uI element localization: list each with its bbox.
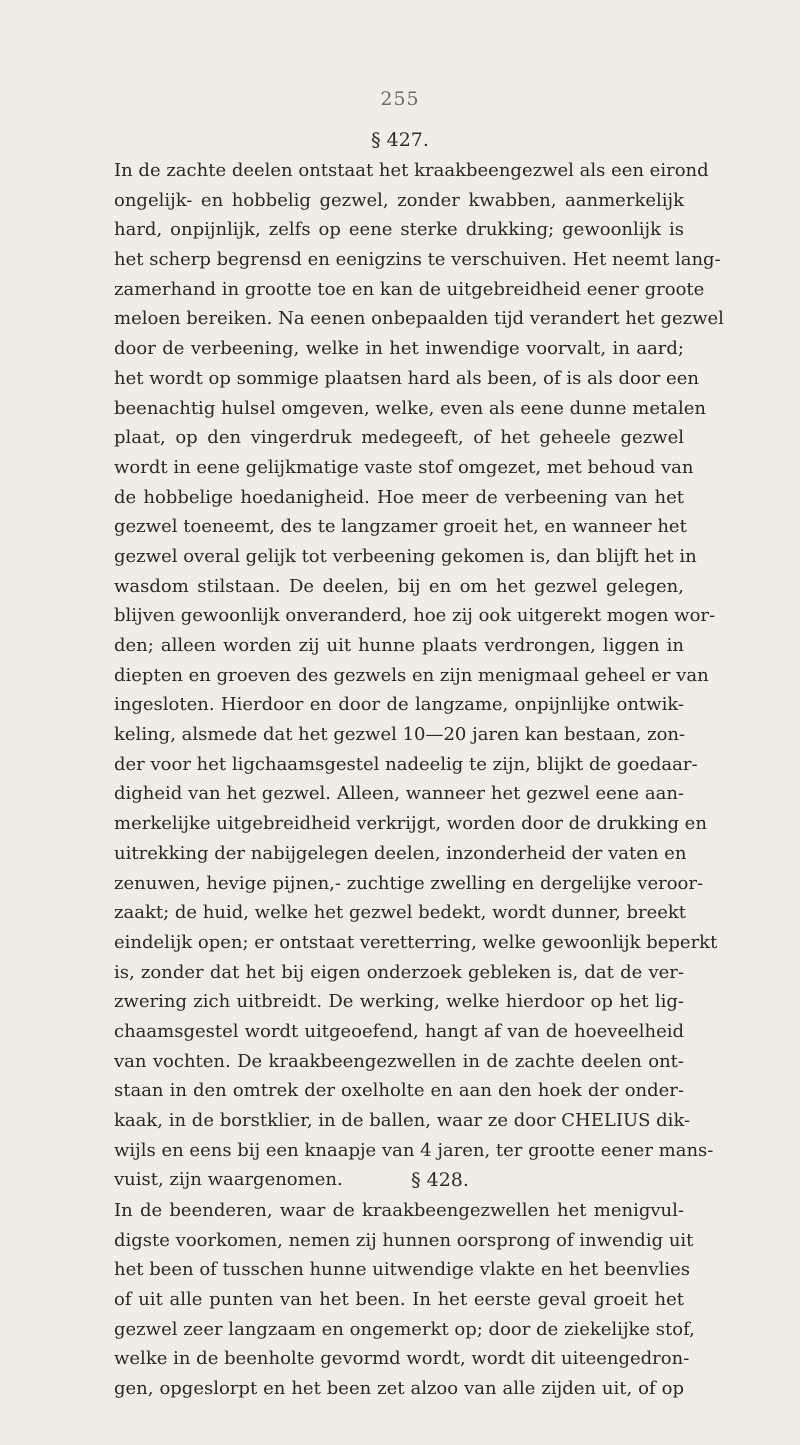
text-line: digste voorkomen, nemen zij hunnen oorsprong of inwendig uit: [114, 1229, 694, 1251]
section-heading-427: § 427.: [371, 129, 429, 151]
text-line: ongelijk- en hobbelig gezwel, zonder kwabben, aanmerkelijk: [114, 189, 684, 211]
text-line: digheid van het gezwel. Alleen, wanneer het gezwel eene aan-: [114, 783, 684, 805]
text-line: van vochten. De kraakbeengezwellen in de zachte deelen ont-: [114, 1050, 684, 1072]
text-line: wijls en eens bij een knaapje van 4 jaren, ter grootte eener mans-: [114, 1139, 714, 1161]
text-line: zaakt; de huid, welke het gezwel bedekt, wordt dunner, breekt: [114, 902, 687, 924]
text-line: of uit alle punten van het been. In het eerste geval groeit het: [114, 1289, 684, 1311]
text-line: zenuwen, hevige pijnen,- zuchtige zwelling en dergelijke veroor-: [114, 872, 704, 894]
text-line: blijven gewoonlijk onveranderd, hoe zij ook uitgerekt mogen wor-: [114, 605, 716, 627]
text-line: wordt in eene gelijkmatige vaste stof omgezet, met behoud van: [114, 456, 694, 478]
text-line: keling, alsmede dat het gezwel 10—20 jaren kan bestaan, zon-: [114, 724, 686, 746]
text-line: kaak, in de borstklier, in de ballen, waar ze door CHELIUS dik-: [114, 1110, 691, 1131]
text-line: het scherp begrensd en eenigzins te verschuiven. Het neemt lang-: [114, 249, 721, 271]
text-line: vuist, zijn waargenomen.: [114, 1169, 343, 1191]
text-line: den; alleen worden zij uit hunne plaats verdrongen, liggen in: [114, 635, 684, 656]
text-line: meloen bereiken. Na eenen onbepaalden tijd verandert het gezwel: [114, 308, 724, 330]
text-line: beenachtig hulsel omgeven, welke, even als eene dunne metalen: [114, 397, 706, 419]
text-line: wasdom stilstaan. De deelen, bij en om het gezwel gelegen,: [114, 575, 684, 597]
text-line: gezwel toeneemt, des te langzamer groeit het, en wanneer het: [114, 516, 687, 538]
text-line: gen, opgeslorpt en het been zet alzoo van alle zijden uit, of op: [114, 1378, 684, 1400]
text-line: zwering zich uitbreidt. De werking, welke hierdoor op het lig-: [114, 991, 684, 1013]
section-427-body: [114, 156, 724, 1195]
section-428-body: [114, 1196, 695, 1404]
text-line: zamerhand in grootte toe en kan de uitgebreidheid eener groote: [114, 278, 705, 300]
text-line: gezwel overal gelijk tot verbeening gekomen is, dan blijft het in: [114, 545, 697, 567]
text-line: het been of tusschen hunne uitwendige vlakte en het beenvlies: [114, 1259, 690, 1281]
text-line: der voor het ligchaamsgestel nadeelig te zijn, blijkt de goedaar-: [114, 753, 698, 775]
text-line: staan in den omtrek der oxelholte en aan den hoek der onder-: [114, 1080, 684, 1102]
text-line: merkelijke uitgebreidheid verkrijgt, worden door de drukking en: [114, 813, 707, 835]
text-line: het wordt op sommige plaatsen hard als been, of is als door een: [114, 367, 699, 389]
text-line: is, zonder dat het bij eigen onderzoek gebleken is, dat de ver-: [114, 961, 684, 983]
page-number: 255: [380, 88, 420, 110]
text-line: chaamsgestel wordt uitgeoefend, hangt af van de hoeveelheid: [114, 1020, 684, 1042]
text-line: In de beenderen, waar de kraakbeengezwellen het menigvul-: [114, 1200, 684, 1221]
text-line: plaat, op den vingerdruk medegeeft, of het geheele gezwel: [114, 427, 684, 449]
text-line: hard, onpijnlijk, zelfs op eene sterke drukking; gewoonlijk is: [114, 219, 684, 241]
section-heading-428: § 428.: [411, 1169, 469, 1191]
text-line: de hobbelige hoedanigheid. Hoe meer de verbeening van het: [114, 486, 684, 508]
text-line: gezwel zeer langzaam en ongemerkt op; door de ziekelijke stof,: [114, 1318, 695, 1340]
text-line: welke in de beenholte gevormd wordt, wordt dit uiteengedron-: [114, 1348, 690, 1370]
text-line: diepten en groeven des gezwels en zijn menigmaal geheel er van: [114, 664, 709, 686]
text-line: uitrekking der nabijgelegen deelen, inzonderheid der vaten en: [114, 842, 687, 864]
text-line: door de verbeening, welke in het inwendige voorvalt, in aard;: [114, 338, 684, 360]
text-line: ingesloten. Hierdoor en door de langzame, onpijnlijke ontwik-: [114, 694, 684, 716]
text-line: In de zachte deelen ontstaat het kraakbeengezwel als een eirond: [114, 160, 709, 181]
text-line: eindelijk open; er ontstaat veretterring, welke gewoonlijk beperkt: [114, 931, 718, 953]
